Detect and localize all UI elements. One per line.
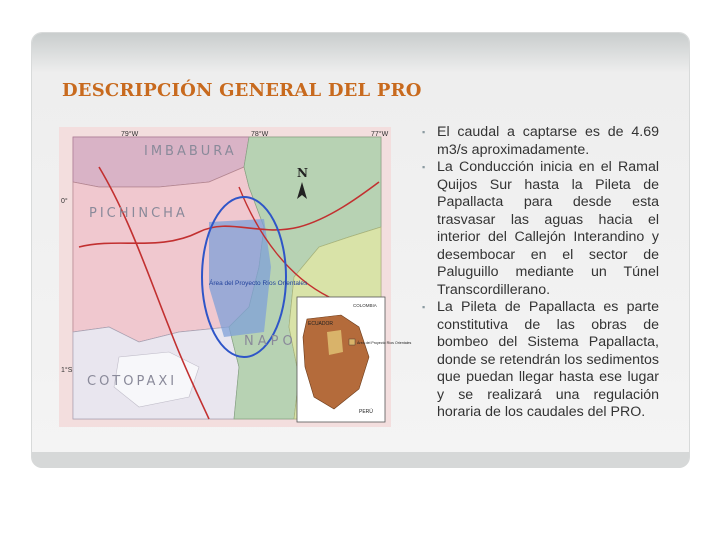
bullet-item (417, 159, 659, 299)
latitude-label: 0° (61, 198, 68, 205)
longitude-label: 78°W (251, 131, 269, 138)
bullet-dot-icon: ▪ (422, 127, 426, 137)
bullet-text: El caudal a captarse es de 4.69 m3/s aproximadamente. (437, 124, 659, 158)
inset-legend-swatch (349, 339, 355, 345)
inset-country-label: COLOMBIA (353, 303, 377, 308)
province-label-pichincha: PICHINCHA (89, 206, 188, 221)
bullet-dot-icon: ▪ (422, 302, 426, 312)
bullet-list (417, 124, 659, 422)
longitude-label: 79°W (121, 131, 139, 138)
province-label-cotopaxi: COTOPAXI (87, 374, 178, 389)
inset-project-mark (327, 330, 343, 355)
province-label-imbabura: IMBABURA (144, 144, 237, 159)
latitude-label: 1°S (61, 367, 73, 374)
bullet-item (417, 124, 659, 159)
bullet-dot-icon: ▪ (422, 162, 426, 172)
slide-title: DESCRIPCIÓN GENERAL DEL PRO (62, 80, 422, 101)
longitude-label: 77°W (371, 131, 389, 138)
north-arrow-label: N (297, 166, 308, 180)
bullet-text: La Conducción inicia en el Ramal Quijos Sur hasta la Pileta de Papallacta para desde esta trasvasar las aguas hacia el interior del Callejón Interandino y desembocar en el sector de Paluguillo mediante un Túnel Transcordillerano. (437, 159, 659, 298)
slide-panel-footer (32, 452, 689, 468)
bullet-item (417, 299, 659, 422)
location-map (59, 127, 412, 427)
inset-legend-label: Área del Proyecto Ríos Orientales (357, 341, 412, 345)
project-area-label: Área del Proyecto Ríos Orientales (209, 280, 308, 287)
province-label-napo: NAPO (244, 334, 297, 349)
inset-country-label: PERÚ (359, 409, 373, 415)
inset-country-label: ECUADOR (308, 321, 334, 327)
bullet-text: La Pileta de Papallacta es parte constitutiva de las obras de bombeo del Sistema Papallacta, donde se retendrán los sedimentos que puedan llegar hasta ese lugar y se realizará una regulación horaria de los caudales del PRO. (437, 299, 659, 420)
